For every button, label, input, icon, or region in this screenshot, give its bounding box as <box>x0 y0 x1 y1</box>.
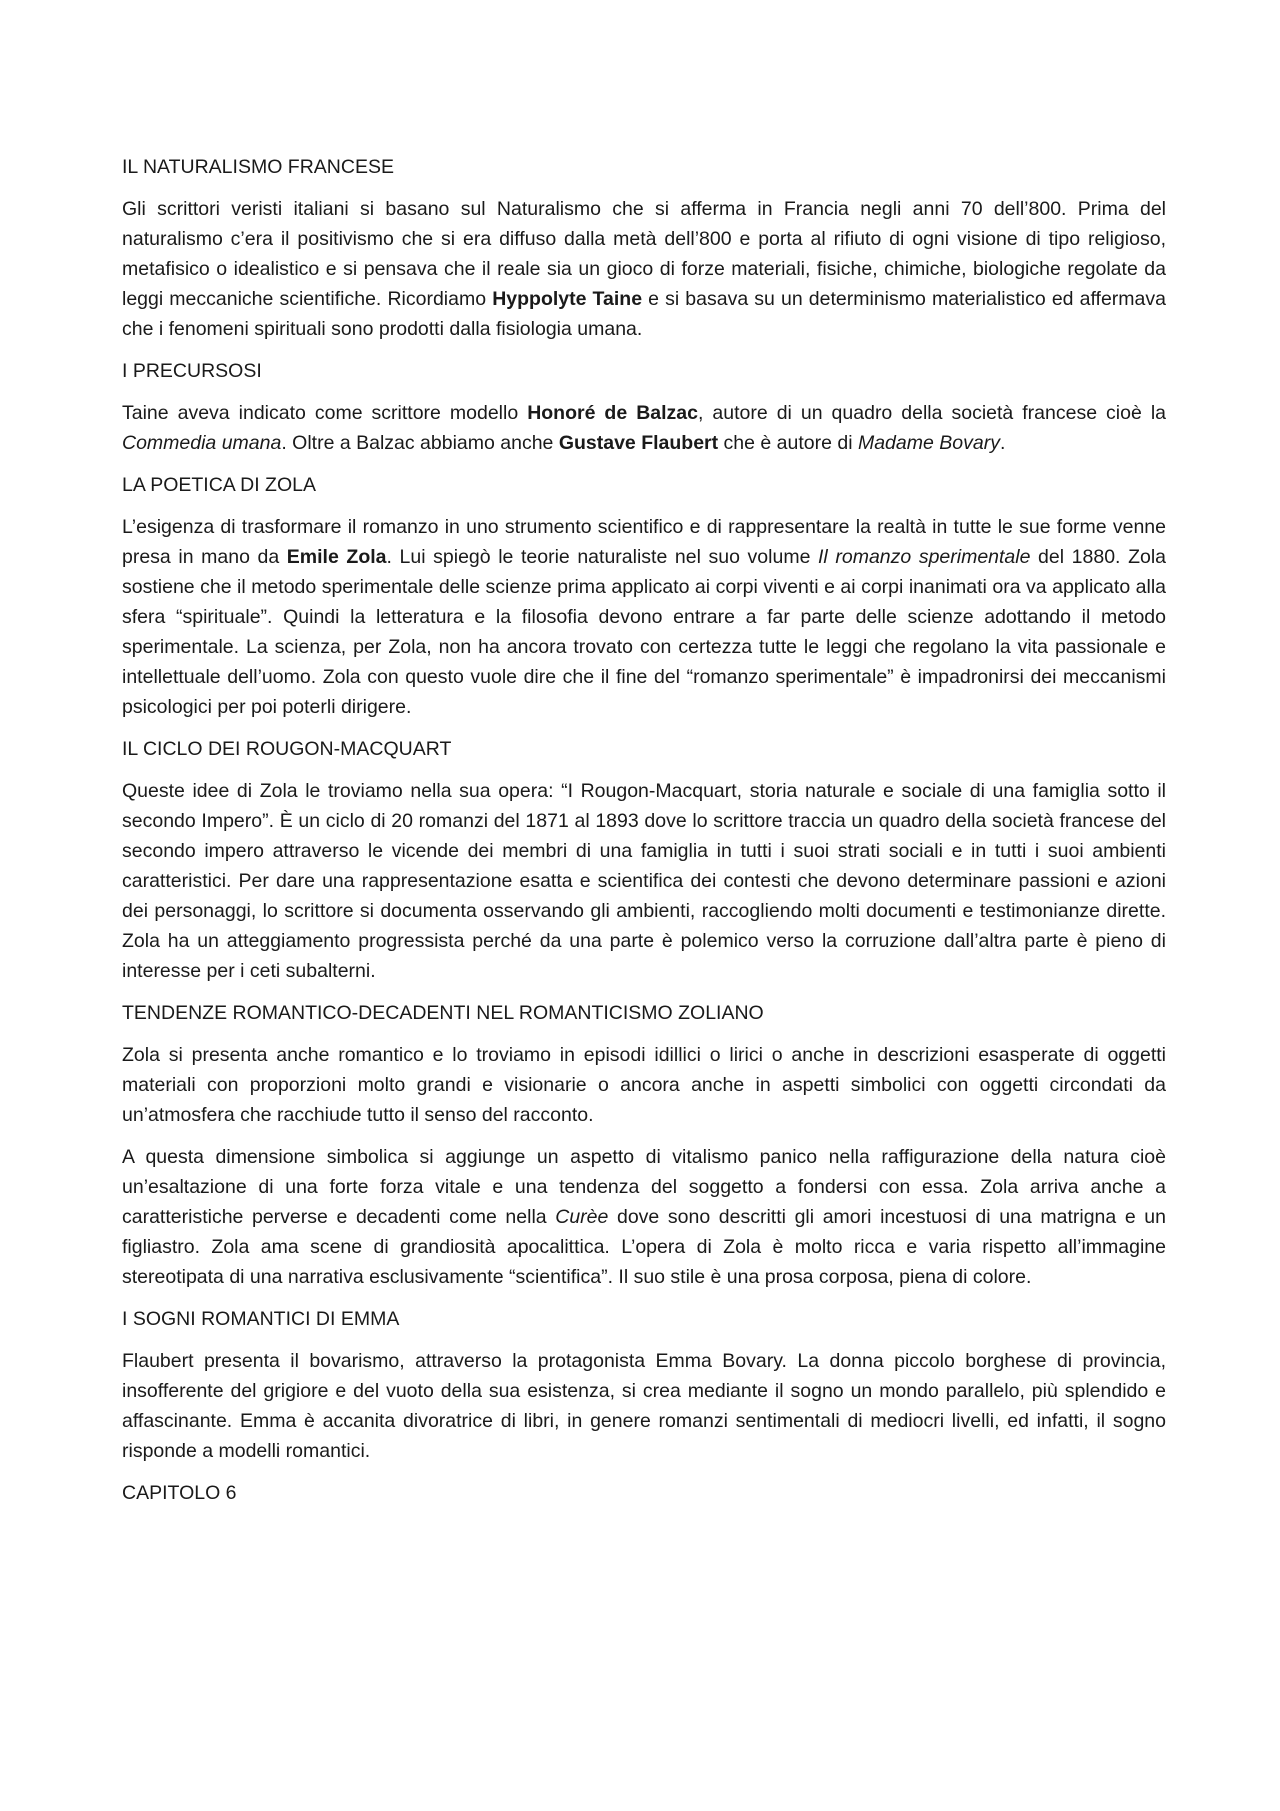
text-run: . Oltre a Balzac abbiamo anche <box>281 432 559 454</box>
text-run: che è autore di <box>718 432 858 454</box>
text-run: L’esigenza di trasformare il romanzo in uno strumento scientifico e di rappresentare la realtà in tutte le sue forme venne presa in mano da <box>122 516 1166 568</box>
text-run: Zola si presenta anche romantico e lo troviamo in episodi idillici o lirici o anche in descrizioni esasperate di oggetti materiali con proporzioni molto grandi e visionarie o ancora anche in aspetti simbolici con oggetti circondati da un’atmosfera che racchiude tutto il senso del racconto. <box>122 1044 1166 1126</box>
body-paragraph <box>122 194 1166 344</box>
bold-name: Honoré de Balzac <box>527 402 698 424</box>
section-heading: CAPITOLO 6 <box>122 1482 237 1504</box>
section-heading: LA POETICA DI ZOLA <box>122 474 316 496</box>
text-run: Gli scrittori veristi italiani si basano sul Naturalismo che si afferma in Francia negli anni 70 dell’800. Prima del naturalismo c’era il positivismo che si era diffuso dalla metà dell’800 e porta al rifiuto di ogni visione di tipo religioso, metafisico o idealistico e si pensava che il reale sia un gioco di forze materiali, fisiche, chimiche, biologiche regolate da leggi meccaniche scientifiche. Ricordiamo <box>122 198 1166 310</box>
document-page <box>122 152 1166 1520</box>
section-heading: I PRECURSOSI <box>122 360 262 382</box>
body-paragraph <box>122 1040 1166 1130</box>
italic-title: Curèe <box>555 1206 609 1228</box>
section-heading: IL NATURALISMO FRANCESE <box>122 156 394 178</box>
text-run: e si basava su un determinismo materialistico ed affermava che i fenomeni spirituali sono prodotti dalla fisiologia umana. <box>122 288 1166 340</box>
body-paragraph <box>122 776 1166 986</box>
bold-name: Emile Zola <box>286 546 387 568</box>
text-run: . <box>999 432 1006 454</box>
section-heading: TENDENZE ROMANTICO-DECADENTI NEL ROMANTICISMO ZOLIANO <box>122 1002 764 1024</box>
section-heading: IL CICLO DEI ROUGON-MACQUART <box>122 738 452 760</box>
body-paragraph <box>122 398 1166 458</box>
bold-name: Hyppolyte Taine <box>492 288 643 310</box>
body-paragraph <box>122 1346 1166 1466</box>
text-run: , autore di un quadro della società francese cioè la <box>697 402 1166 424</box>
body-paragraph <box>122 1142 1166 1292</box>
italic-title: Il romanzo sperimentale <box>818 546 1031 568</box>
bold-name: Gustave Flaubert <box>558 432 719 454</box>
text-run: Flaubert presenta il bovarismo, attraverso la protagonista Emma Bovary. La donna piccolo borghese di provincia, insofferente del grigiore e del vuoto della sua esistenza, si crea mediante il sogno un mondo parallelo, più splendido e affascinante. Emma è accanita divoratrice di libri, in genere romanzi sentimentali di mediocri livelli, ed infatti, il sogno risponde a modelli romantici. <box>122 1350 1166 1462</box>
text-run: del 1880. Zola sostiene che il metodo sperimentale delle scienze prima applicato ai corpi viventi e ai corpi inanimati ora va applicato alla sfera “spirituale”. Quindi la letteratura e la filosofia devono entrare a far parte delle scienze adottando il metodo sperimentale. La scienza, per Zola, non ha ancora trovato con certezza tutte le leggi che regolano la vita passionale e intellettuale dell’uomo. Zola con questo vuole dire che il fine del “romanzo sperimentale” è impadronirsi dei meccanismi psicologici per poi poterli dirigere. <box>122 546 1167 718</box>
body-paragraph <box>122 512 1166 722</box>
italic-title: Commedia umana <box>122 432 282 454</box>
text-run: . Lui spiegò le teorie naturaliste nel suo volume <box>386 546 819 568</box>
text-run: A questa dimensione simbolica si aggiunge un aspetto di vitalismo panico nella raffigurazione della natura cioè un’esaltazione di una forte forza vitale e una tendenza del soggetto a fondersi con essa. Zola arriva anche a caratteristiche perverse e decadenti come nella <box>122 1146 1166 1228</box>
text-run: dove sono descritti gli amori incestuosi di una matrigna e un figliastro. Zola ama scene di grandiosità apocalittica. L’opera di Zola è molto ricca e varia rispetto all’immagine stereotipata di una narrativa esclusivamente “scientifica”. Il suo stile è una prosa corposa, piena di colore. <box>122 1206 1166 1288</box>
section-heading: I SOGNI ROMANTICI DI EMMA <box>122 1308 400 1330</box>
text-run: Taine aveva indicato come scrittore modello <box>122 402 528 424</box>
text-run: Queste idee di Zola le troviamo nella sua opera: “I Rougon-Macquart, storia naturale e sociale di una famiglia sotto il secondo Impero”. È un ciclo di 20 romanzi del 1871 al 1893 dove lo scrittore traccia un quadro della società francese del secondo impero attraverso le vicende dei membri di una famiglia in tutti i suoi strati sociali e in tutti i suoi ambienti caratteristici. Per dare una rappresentazione esatta e scientifica dei contesti che devono determinare passioni e azioni dei personaggi, lo scrittore si documenta osservando gli ambienti, raccogliendo molti documenti e testimonianze dirette. Zola ha un atteggiamento progressista perché da una parte è polemico verso la corruzione dall’altra parte è pieno di interesse per i ceti subalterni. <box>122 780 1166 982</box>
italic-title: Madame Bovary <box>857 432 1000 454</box>
